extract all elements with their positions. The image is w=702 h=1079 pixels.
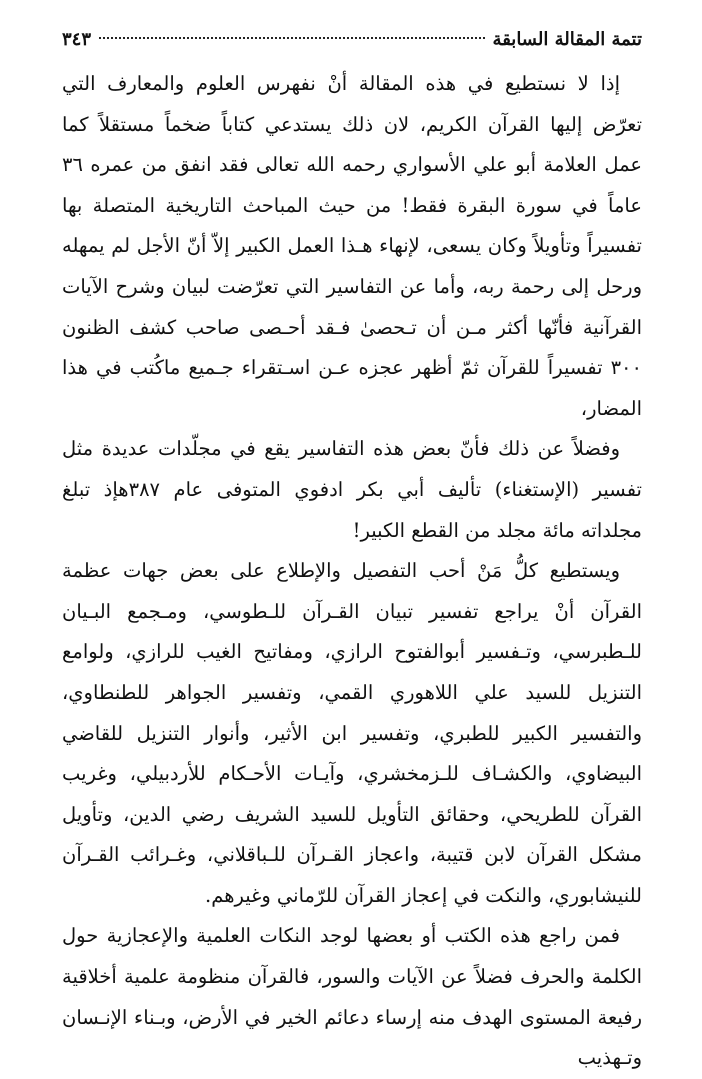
paragraph-2: وفضلاً عن ذلك فأنّ بعض هذه التفاسير يقع في مجلّدات عديدة مثل تفسير (الإستغناء) تأليف أبي بكر ادفوي المتوفى عام ٣٨٧هإذ تبلغ مجلداته مائة مجلد من القطع الكبير! <box>62 437 642 542</box>
paragraph-4: فمن راجع هذه الكتب أو بعضها لوجد النكات العلمية والإعجازية حول الكلمة والحرف فضلاً عن الآيات والسور، فالقرآن منظومة علمية أخلاقية رفيعة المستوى الهدف منه إرساء دعائم الخير في الأرض، وبـناء الإنـسان وتـهذيب <box>62 924 642 1070</box>
dot-leader <box>99 37 485 39</box>
paragraph-1: إذا لا نستطيع في هذه المقالة أنْ نفهرس العلوم والمعارف التي تعرّض إليها القرآن الكريم، لان ذلك يستدعي كتاباً ضخماً مستقلاً كما عمل العلامة أبو علي الأسواري رحمه الله تعالى فقد انفق من عمره ٣٦ عاماً في سورة البقرة فقط! من حيث المباحث التاريخية المتصلة بها تفسيراً وتأويلاً وكان يسعى، لإنهاء هـذا العمل الكبير إلاّ أنّ الأجل لم يمهله ورحل إلى رحمة ربه، وأما عن التفاسير التي تعرّضت لبيان وشرح الآيات القرآنية فأنّها أكثر مـن أن تـحصىٰ فـقد أحـصى صاحب كشف الظنون ٣٠٠ تفسيراً للقرآن ثمّ أظهر عجزه عـن اسـتقراء جـميع ماكُتب في هذا المضار، <box>62 72 642 420</box>
running-header <box>62 26 642 54</box>
running-header-title: تتمة المقالة السابقة <box>492 29 642 50</box>
paragraph-3: ويستطيع كلُّ مَنْ أحب التفصيل والإطلاع على بعض جهات عظمة القرآن أنْ يراجع تفسير تبيان القـرآن للـطوسي، ومـجمع البـيان للـطبرسي، وتـفسير أبوالفتوح الرازي، ومفاتيح الغيب للرازي، ولوامع التنزيل للسيد علي اللاهوري القمي، وتفسير الجواهر للطنطاوي، والتفسير الكبير للطبري، وتفسير ابن الأثير، وأنوار التنزيل للقاضي البيضاوي، والكشـاف للـزمخشري، وآيـات الأحـكام للأردبيلي، وغريب القرآن للطريحي، وحقائق التأويل للسيد الشريف رضي الدين، وتأويل مشكل القرآن لابن قتيبة، واعجاز القـرآن للـباقلاني، وغـرائب القـرآن للنيشابوري، والنكت في إعجاز القرآن للرّماني وغيرهم. <box>62 559 642 907</box>
body-text <box>62 64 642 1079</box>
page-number: ٣٤٣ <box>62 29 92 50</box>
